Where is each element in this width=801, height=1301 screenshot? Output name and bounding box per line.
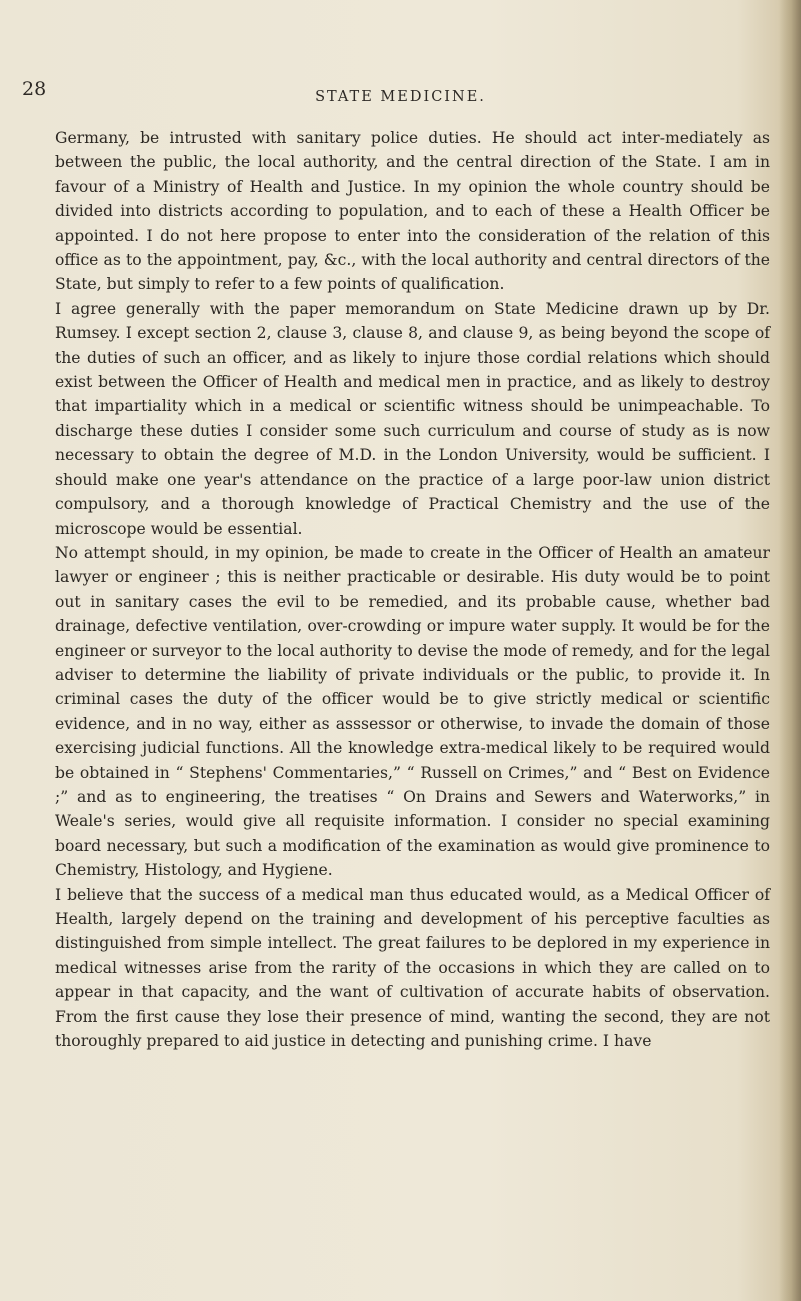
paragraph: No attempt should, in my opinion, be made to create in the Officer of Health an amateur lawyer or engineer ; this is neither practicable or desirable. His duty would be to point out in sanitary cases the evil to be remedied, and its probable cause, whether bad drainage, defective ventilation, over-crowding or impure water supply. It would be for the engineer or surveyor to the local authority to devise the mode of remedy, and for the legal adviser to determine the liability of private individuals or the public, to provide it. In criminal cases the duty of the officer would be to give strictly medical or scientific evidence, and in no way, either as asssessor or otherwise, to invade the domain of those exercising judicial functions. All the knowledge extra-medical likely to be required would be obtained in “ Stephens' Commentaries,” “ Russell on Crimes,” and “ Best on Evidence ;” and as to engineering, the treatises “ On Drains and Sewers and Waterworks,” in Weale's series, would give all requisite information. I consider no special examining board necessary, but such a modification of the examination as would give prominence to Chemistry, Histology, and Hygiene. — [55, 543, 770, 880]
body-text — [55, 126, 770, 1053]
page-number: 28 — [22, 78, 47, 100]
paragraph: I believe that the success of a medical man thus educated would, as a Medical Officer of Health, largely depend on the training and development of his perceptive faculties as distinguished from simple intellect. The great failures to be deplored in my experience in medical witnesses arise from the rarity of the occasions in which they are called on to appear in that capacity, and the want of cultivation of accurate habits of observation. From the first cause they lose their presence of mind, wanting the second, they are not thoroughly prepared to aid justice in detecting and punishing crime. I have — [55, 885, 770, 1051]
running-head: STATE MEDICINE. — [315, 89, 486, 105]
page-edge-shadow — [779, 0, 801, 1301]
paragraph: I agree generally with the paper memorandum on State Medicine drawn up by Dr. Rumsey. I except section 2, clause 3, clause 8, and clause 9, as being beyond the scope of the duties of such an officer, and as likely to injure those cordial relations which should exist between the Officer of Health and medical men in practice, and as likely to destroy that impartiality which in a medical or scientific witness should be unimpeachable. To discharge these duties I consider some such curriculum and course of study as is now necessary to obtain the degree of M.D. in the London University, would be sufficient. I should make one year's attendance on the practice of a large poor-law union district compulsory, and a thorough knowledge of Practical Chemistry and the use of the microscope would be essential. — [55, 299, 770, 538]
paragraph: Germany, be intrusted with sanitary police duties. He should act inter-mediately as between the public, the local authority, and the central direction of the State. I am in favour of a Ministry of Health and Justice. In my opinion the whole country should be divided into districts according to population, and to each of these a Health Officer be appointed. I do not here propose to enter into the consideration of the relation of this office as to the appointment, pay, &c., with the local authority and central directors of the State, but simply to refer to a few points of qualification. — [55, 129, 770, 294]
